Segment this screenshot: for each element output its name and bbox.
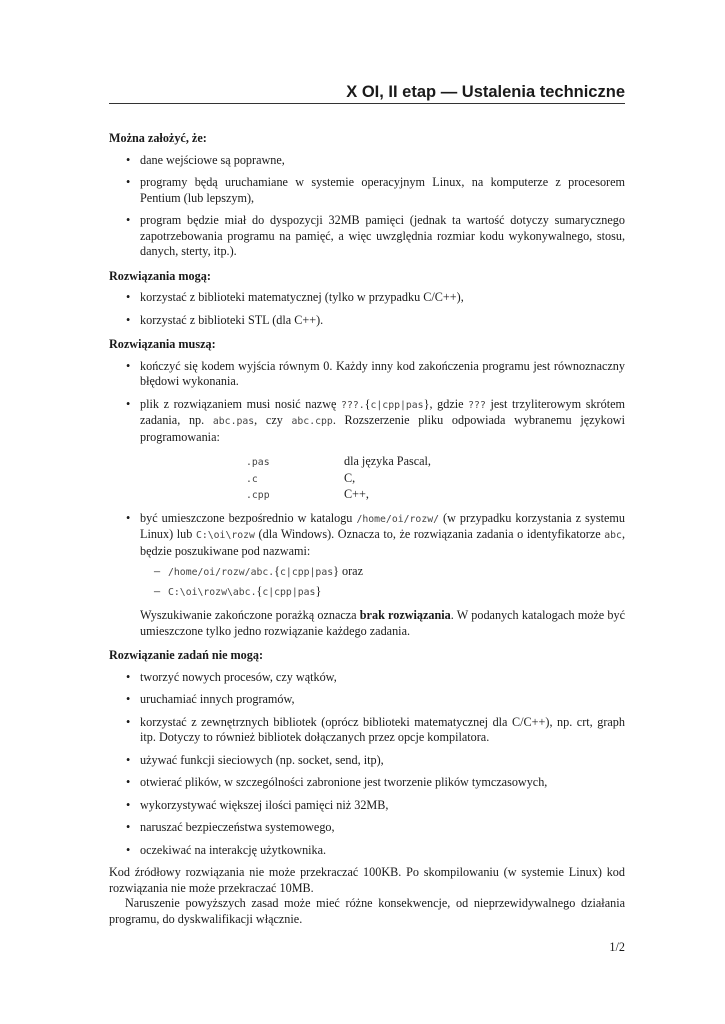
document-body (109, 131, 625, 927)
page-number: 1/2 (609, 940, 625, 954)
brace: { (364, 396, 371, 411)
text: . Rozszerzenie pliku odpowiada wybranemu językowi programowania: (140, 413, 625, 444)
code: abc.cpp (291, 416, 333, 427)
code: C:\oi\rozw (195, 530, 255, 541)
code: abc (604, 530, 622, 541)
code: C:\oi\rozw\abc. (168, 586, 257, 598)
list-item-file-name (109, 397, 625, 504)
extension-cell: .cpp (246, 490, 270, 501)
text: . W podanych katalogach może być umieszczone tylko jedno rozwiązanie każdego zadania. (140, 608, 626, 638)
violation-paragraph: Naruszenie powyższych zasad może mieć różne konsekwencje, od nieprzewidywalnego działania programu, do dyskwalifikacji włącznie. (109, 896, 625, 926)
code: abc.pas (212, 416, 255, 427)
text: , będzie poszukiwane pod nazwami: (140, 527, 625, 558)
code: ??? (468, 399, 486, 411)
extension-table (246, 454, 431, 504)
list-item: • programy będą uruchamiane w systemie operacyjnym Linux, na komputerze z procesorem Pentium (lub lepszym), (109, 175, 625, 206)
text: , czy (254, 413, 292, 427)
list-item: • korzystać z biblioteki STL (dla C++). (109, 313, 625, 329)
code: c|cpp|pas (262, 586, 316, 598)
table-row (246, 471, 431, 488)
bold-text: brak rozwiązania (359, 608, 451, 622)
brace: { (274, 564, 281, 578)
section-title-must-not: Rozwiązanie zadań nie mogą: (109, 648, 264, 662)
size-limits-paragraph: Kod źródłowy rozwiązania nie może przekraczać 100KB. Po skompilowaniu (w systemie Linux) kod rozwiązania nie może przekraczać 10MB. (109, 865, 625, 895)
text: plik z rozwiązaniem musi nosić nazwę (140, 396, 342, 411)
table-row (246, 454, 431, 471)
section-title-may: Rozwiązania mogą: (109, 268, 211, 283)
text: jest trzyliterowym skrótem zadania, np. (140, 396, 625, 427)
brace: { (256, 583, 263, 598)
path-list (140, 564, 625, 600)
list-item: • używać funkcji sieciowych (np. socket, send, itp), (109, 753, 625, 769)
brace: } (423, 396, 430, 411)
list-item: • korzystać z zewnętrznych bibliotek (oprócz biblioteki matematycznej dla C/C++), np. crt, graph itp. Dotyczy to również bibliotek dołączanych przez opcje kompilatora. (109, 715, 625, 746)
list-item: • tworzyć nowych procesów, czy wątków, (109, 670, 625, 686)
list-item: • naruszać bezpieczeństwa systemowego, (109, 820, 625, 836)
search-note (140, 608, 625, 639)
list-item: • otwierać plików, w szczególności zabronione jest tworzenie plików tymczasowych, (109, 775, 625, 791)
text: (w przypadku korzystania z systemu Linux) lub (140, 510, 625, 541)
list-item: • program będzie miał do dyspozycji 32MB pamięci (jednak ta wartość dotyczy sumarycznego zapotrzebowania programu na pamięć, a więc uwzględnia rozmiar kodu wykonywalnego, stosu, danych, sterty, itp.). (109, 213, 625, 260)
text: być umieszczone bezpośrednio w katalogu (140, 510, 357, 525)
assume-list (109, 153, 625, 260)
language-cell: C, (344, 470, 356, 485)
text: , gdzie (429, 396, 469, 411)
path-item (140, 584, 625, 601)
list-item: • dane wejściowe są poprawne, (109, 153, 625, 169)
text: oraz (338, 564, 364, 578)
page-header (109, 82, 625, 104)
list-item: • uruchamiać innych programów, (109, 692, 625, 708)
list-item: • oczekiwać na interakcję użytkownika. (109, 843, 625, 859)
code: /home/oi/rozw/ (356, 513, 440, 525)
code: ???. (341, 399, 365, 411)
path-item (140, 564, 625, 581)
brace: } (315, 583, 322, 598)
language-cell: C++, (344, 487, 369, 501)
may-list (109, 290, 625, 328)
language-cell: dla języka Pascal, (344, 454, 431, 468)
list-item: • wykorzystywać większej ilości pamięci niż 32MB, (109, 798, 625, 814)
code: /home/oi/rozw/abc. (168, 567, 275, 578)
code: c|cpp|pas (370, 399, 424, 411)
list-item-location (109, 511, 625, 640)
extension-cell: .c (246, 473, 258, 485)
list-item-exit-code: • kończyć się kodem wyjścia równym 0. Każdy inny kod zakończenia programu jest równoznaczny błędowi wykonania. (109, 359, 625, 390)
brace: } (333, 564, 339, 578)
text: (dla Windows). Oznacza to, że rozwiązania zadania o identyfikatorze (254, 527, 605, 541)
extension-cell: .pas (246, 457, 270, 468)
text: Wyszukiwanie zakończone porażką oznacza (140, 608, 360, 622)
must-list (109, 359, 625, 640)
list-item: • korzystać z biblioteki matematycznej (tylko w przypadku C/C++), (109, 290, 625, 306)
section-title-assume: Można założyć, że: (109, 131, 207, 145)
must-not-list (109, 670, 625, 859)
page-title: X OI, II etap — Ustalenia techniczne (346, 83, 625, 101)
section-title-must: Rozwiązania muszą: (109, 337, 216, 351)
code: c|cpp|pas (280, 567, 334, 578)
table-row (246, 487, 431, 504)
